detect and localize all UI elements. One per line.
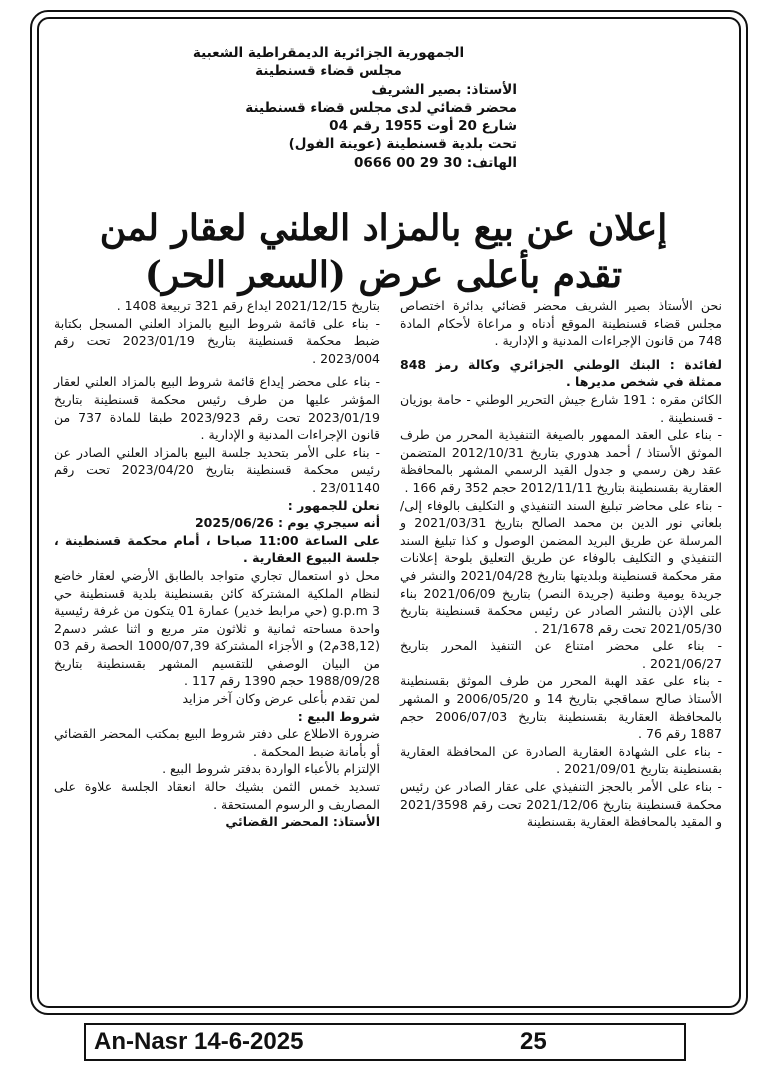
- announcement-title: إعلان عن بيع بالمزاد العلني لعقار لمن تقدم بأعلى عرض (السعر الحر): [99, 207, 668, 296]
- header-phone: الهاتف: 30 29 00 0666: [353, 154, 517, 171]
- auction-date: أنه سيجري يوم : 2025/06/26: [194, 515, 380, 531]
- letterhead: [80, 44, 517, 172]
- condition-item: الإلتزام بالأعباء الواردة بدفتر شروط البيع .: [162, 761, 380, 777]
- intro-paragraph: نحن الأستاذ بصير الشريف محضر قضائي بدائرة اختصاص مجلس قضاء قسنطينة الموقع أدناه و مراعاة لأحكام المادة 748 من قانون الإجراءات المدنية و الإدارية .: [400, 298, 722, 349]
- property-description: محل ذو استعمال تجاري متواجد بالطابق الأرضي لعقار خاضع لنظام الملكية المشتركة كائن بقسنطينة بلدية قسنطينة حي g.p.m 3 (حي مرابط خدير) عمارة 01 يتكون من غرفة رئيسية واحدة مساحته ثمانية و ثلاثون متر مربع و اثنا عشر دسم2 (38,12م2) و الأجزاء المشتركة 1000/07,39 الحصة رقم 03 من البيان الوصفي للتقسيم المشهر بقسنطينة بتاريخ 1988/09/28 حجم 1390 رقم 117 .: [54, 567, 381, 689]
- signature: الأستاذ: المحضر القضائي: [225, 814, 380, 830]
- legal-basis-item: - بناء على قائمة شروط البيع بالمزاد العلني المسجل بكتابة ضبط محكمة قسنطينة بتاريخ 2023/01/19 تحت رقم 2023/004 .: [54, 315, 380, 366]
- announce-heading: نعلن للجمهور :: [287, 497, 380, 513]
- header-bailiff-name: الأستاذ: بصير الشريف: [371, 81, 517, 98]
- header-bailiff-title: محضر قضائي لدى مجلس قضاء قسنطينة: [245, 99, 517, 116]
- legal-basis-continued: بتاريخ 2021/12/15 ايداع رقم 321 تربيعة 1408 .: [116, 298, 380, 313]
- legal-basis-item: - بناء على الأمر بتحديد جلسة البيع بالمزاد العلني الصادر عن رئيس محكمة قسنطينة بتاريخ 2023/04/20 تحت رقم 23/01140 .: [54, 444, 380, 495]
- bidder-clause: لمن تقدم بأعلى عرض وكان آخر مزايد: [182, 691, 380, 707]
- legal-basis-item: - بناء على محضر امتناع عن التنفيذ المحرر بتاريخ 2021/06/27 .: [400, 638, 722, 671]
- legal-basis-item: - بناء على الأمر بالحجز التنفيذي على عقار الصادر عن رئيس محكمة قسنطينة بتاريخ 2021/12/06 تحت رقم 2021/3598 و المقيد بالمحافظة العقارية بقسنطينة: [400, 779, 722, 830]
- right-column: [400, 297, 722, 831]
- auction-time-place: على الساعة 11:00 صباحا ، أمام محكمة قسنطينة ، جلسة البيوع العقارية .: [54, 532, 380, 566]
- page-number: 25: [520, 1028, 547, 1055]
- conditions-heading: شروط البيع :: [297, 708, 380, 724]
- legal-basis-item: - بناء على الشهادة العقارية الصادرة عن المحافظة العقارية بقسنطينة بتاريخ 2021/09/01 .: [400, 743, 722, 777]
- legal-basis-item: - بناء على عقد الهبة المحرر من طرف الموثق بقسنطينة الأستاذ صالح سماقجي بتاريخ 14 و 2006/05/20 و المشهر بالمحافظة العقارية بقسنطينة بتاريخ 2006/07/03 حجم 1887 رقم 76 .: [400, 673, 722, 742]
- publication-date: An-Nasr 14-6-2025: [94, 1028, 304, 1055]
- left-column: [54, 297, 380, 831]
- beneficiary-address: الكائن مقره : 191 شارع جيش التحرير الوطني - حامة بوزيان - قسنطينة .: [400, 391, 722, 425]
- header-council: مجلس قضاء قسنطينة: [255, 63, 402, 80]
- condition-item: تسديد خمس الثمن بشيك حالة انعقاد الجلسة علاوة على المصاريف و الرسوم المستحقة .: [54, 779, 380, 812]
- header-republic: الجمهورية الجزائرية الديمقراطية الشعبية: [192, 45, 465, 61]
- legal-basis-item: - بناء على محضر إيداع قائمة شروط البيع بالمزاد العلني لعقار المؤشر عليها من طرف رئيس محكمة قسنطينة بتاريخ 2023/01/19 تحت رقم 2023/923 طبقا للمادة 737 من قانون الإجراءات المدنية و الإدارية .: [54, 374, 380, 443]
- header-municipality: تحت بلدية قسنطينة (عوينة الفول): [288, 136, 517, 153]
- legal-basis-item: - بناء على العقد الممهور بالصيغة التنفيذية المحرر من طرف الموثق الأستاذ / أحمد هدوري بتاريخ 2012/10/31 المتضمن عقد رهن رسمي و جدول القيد الرسمي المشهر بالمحافظة العقارية بقسنطينة بتاريخ 2012/11/11 حجم 352 رقم 166 .: [400, 427, 722, 495]
- condition-item: ضرورة الاطلاع على دفتر شروط البيع بمكتب المحضر القضائي أو بأمانة ضبط المحكمة .: [54, 726, 380, 759]
- beneficiary: لفائدة : البنك الوطني الجزائري وكالة رمز 848 ممثلة في شخص مديرها .: [400, 356, 722, 390]
- header-street: شارع 20 أوت 1955 رقم 04: [329, 118, 517, 135]
- legal-basis-item: - بناء على محاضر تبليغ السند التنفيذي و التكليف بالوفاء إلى/ بلعاني نور الدين بن محمد الصالح بتاريخ 2021/03/31 و المرسلة عن طريق البريد المضمن الوصول و كذا تبليغ السند التنفيذي و التكليف بالوفاء عن طريق التعليق بلوحة إعلانات مقر محكمة قسنطينة وبلديتها بتاريخ 2021/04/28 والنشر في جريدة يومية وطنية (جريدة النصر) بتاريخ 2021/06/09 بناء على الإذن بالنشر الصادر عن رئيس محكمة قسنطينة بتاريخ 2021/05/30 تحت رقم 21/1678 .: [400, 497, 722, 636]
